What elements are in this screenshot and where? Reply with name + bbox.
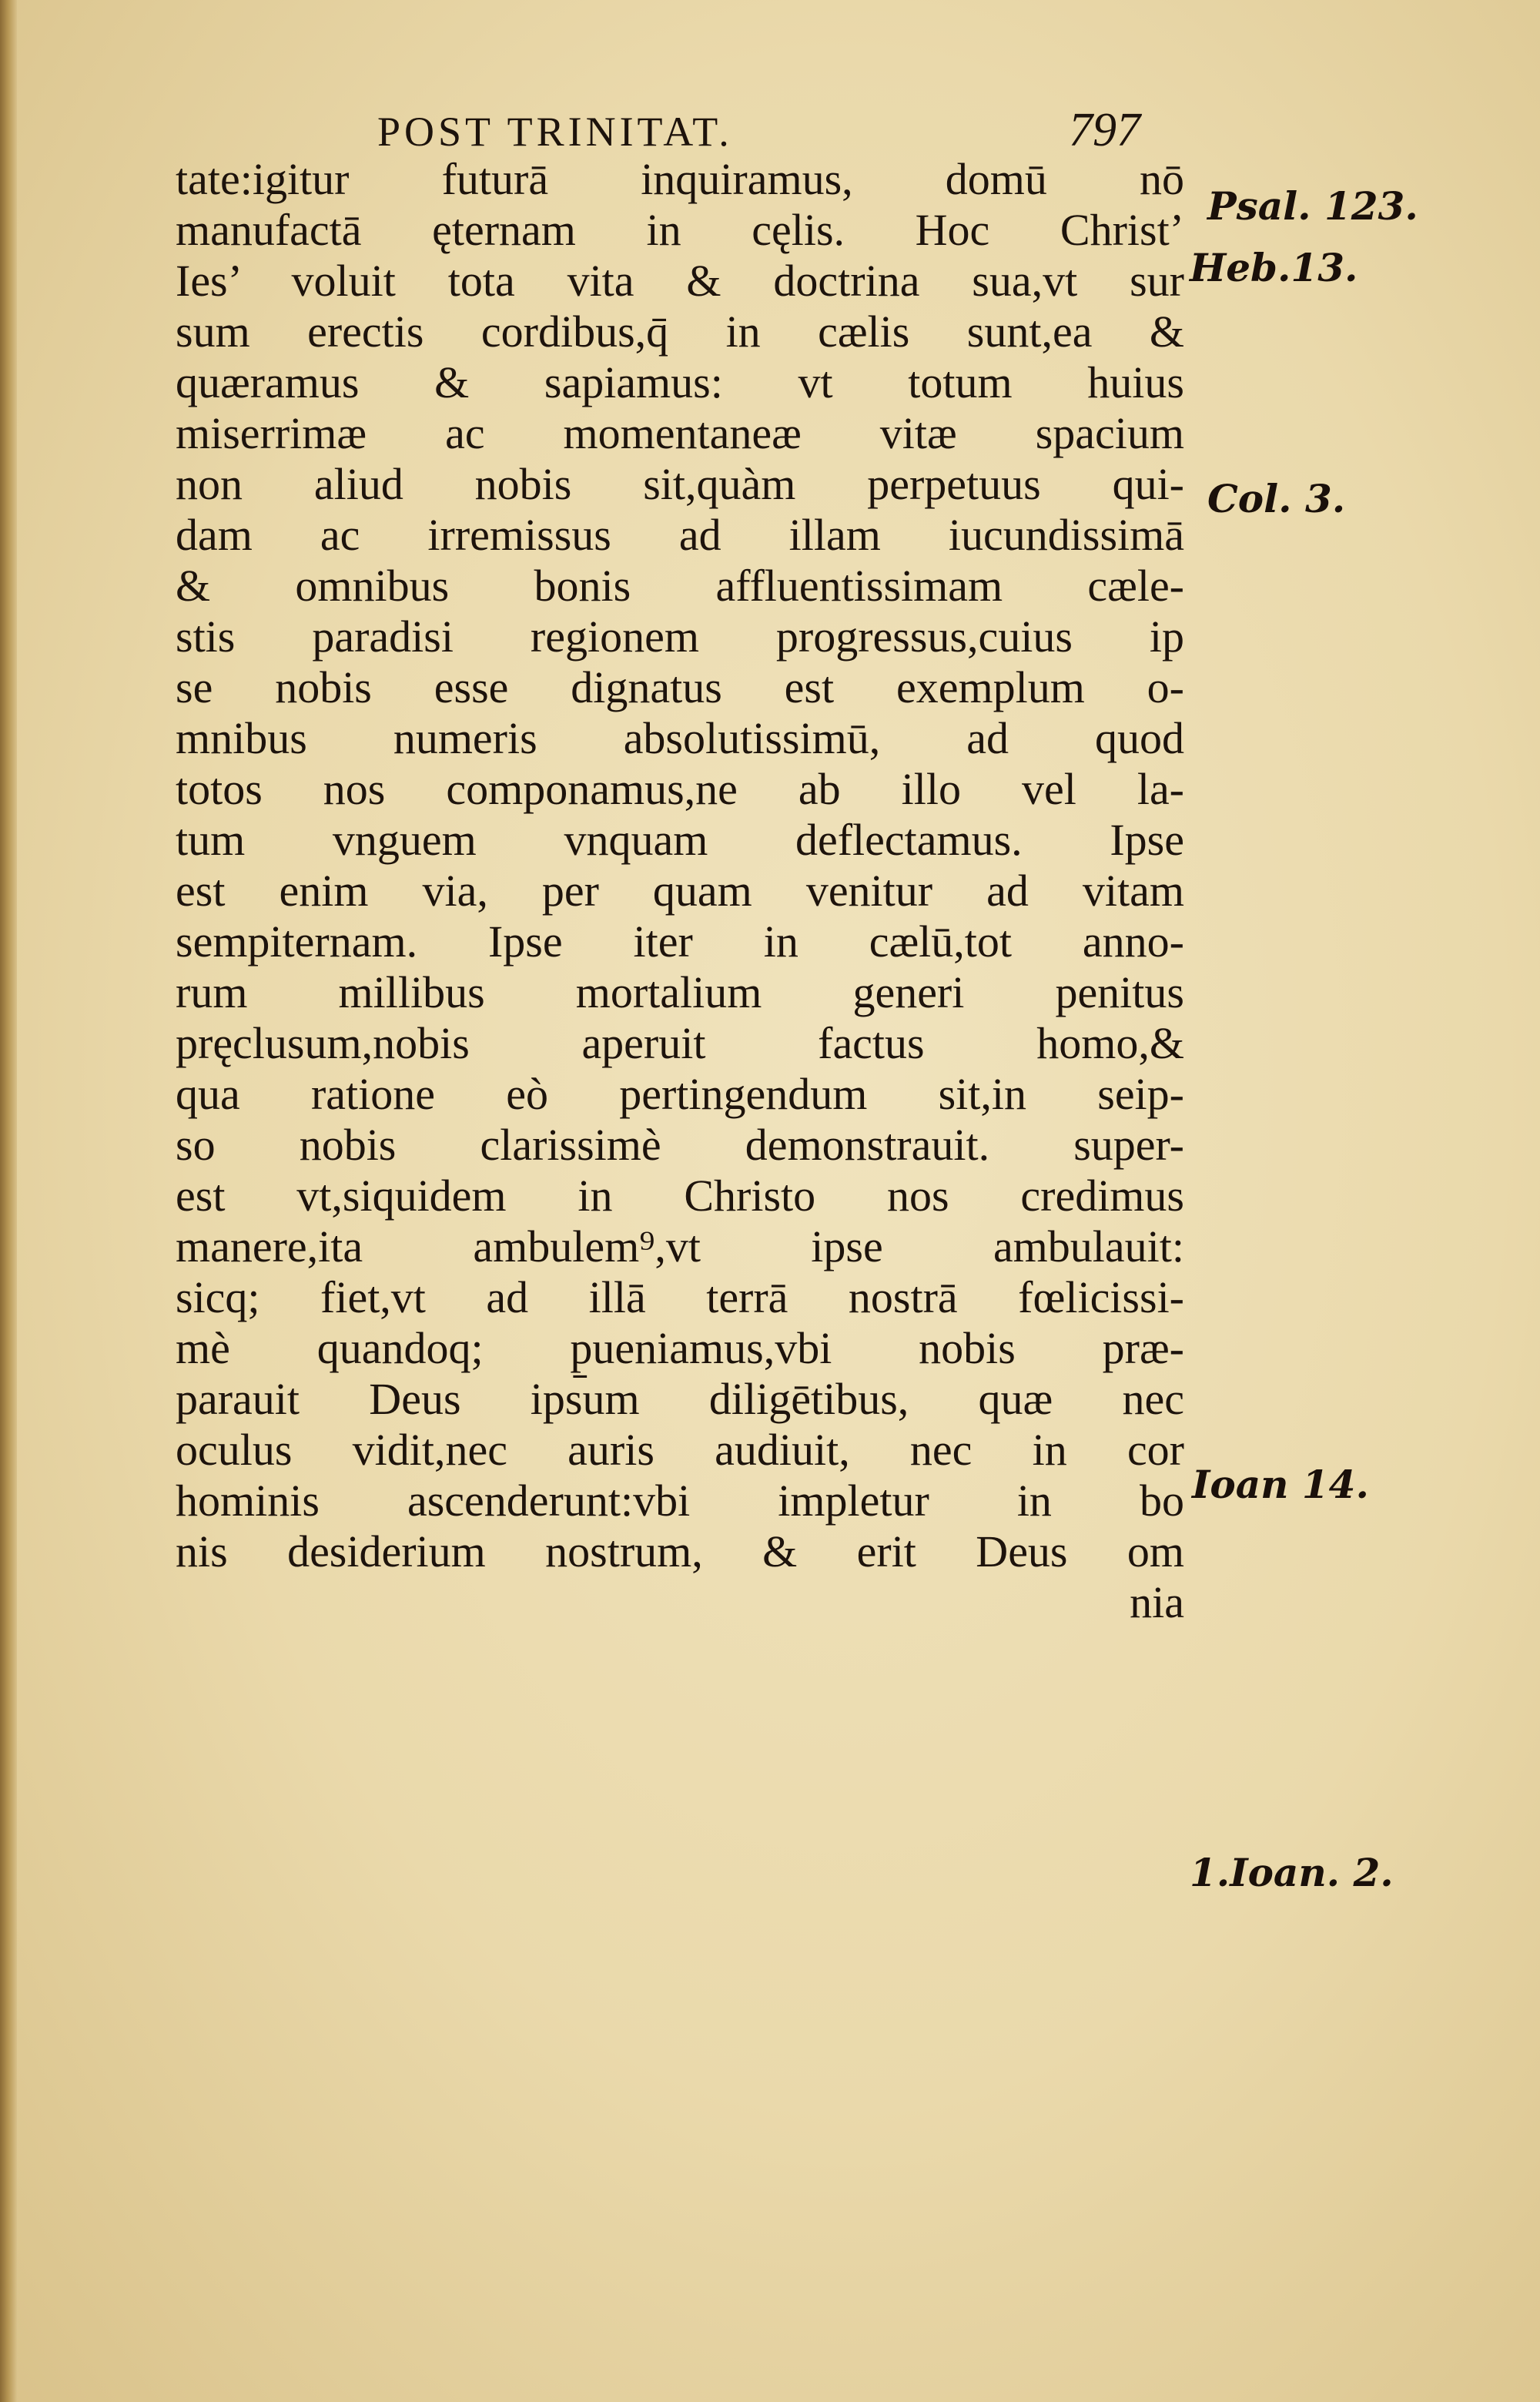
margin-note-psal: Psal. 123. [1207, 183, 1418, 229]
text-line: parauit Deus ipsum diligētibus, quæ nec [176, 1374, 1184, 1424]
margin-note-ioan-14: Ioan 14. [1192, 1462, 1369, 1507]
text-line: manere,ita ambulem⁹,vt ipse ambulauit: [176, 1221, 1184, 1271]
page-number: 797 [1069, 104, 1140, 156]
text-line: miserrimæ ac momentaneæ vitæ spacium [176, 408, 1184, 458]
text-line: stis paradisi regionem progressus,cuius ip [176, 611, 1184, 662]
text-line: est vt,siquidem in Christo nos credimus [176, 1171, 1184, 1221]
text-line: sempiternam. Ipse iter in cælū,tot anno- [176, 916, 1184, 966]
text-line: so nobis clarissimè demonstrauit. super- [176, 1120, 1184, 1170]
running-title: POST TRINITAT. [377, 109, 733, 155]
text-line: mnibus numeris absolutissimū, ad quod [176, 713, 1184, 763]
text-line: Ies’ voluit tota vita & doctrina sua,vt sur [176, 256, 1184, 306]
text-line: qua ratione eò pertingendum sit,in seip- [176, 1069, 1184, 1119]
text-line: est enim via, per quam venitur ad vitam [176, 866, 1184, 916]
text-line: non aliud nobis sit,quàm perpetuus qui- [176, 459, 1184, 509]
text-line: sicq; fiet,vt ad illā terrā nostrā fœlicissi- [176, 1272, 1184, 1322]
margin-note-heb: Heb.13. [1190, 245, 1358, 290]
text-line: hominis ascenderunt:vbi impletur in bo [176, 1476, 1184, 1526]
text-line: se nobis esse dignatus est exemplum o- [176, 662, 1184, 712]
text-line: dam ac irremissus ad illam iucundissimā [176, 510, 1184, 560]
text-line: quæramus & sapiamus: vt totum huius [176, 357, 1184, 407]
page-gutter-edge [0, 0, 17, 2402]
text-line: oculus vidit,nec auris audiuit, nec in cor [176, 1425, 1184, 1475]
margin-note-col: Col. 3. [1207, 476, 1346, 521]
text-line: manufactā ęternam in cęlis. Hoc Christ’ [176, 205, 1184, 255]
text-line: pręclusum,nobis aperuit factus homo,& [176, 1018, 1184, 1068]
text-line: nis desiderium nostrum, & erit Deus om [176, 1526, 1184, 1576]
text-line: mè quandoq; p̱ueniamus,vbi nobis præ- [176, 1323, 1184, 1373]
catchword: nia [1130, 1577, 1184, 1627]
text-line: sum erectis cordibus,q̄ in cælis sunt,ea & [176, 307, 1184, 357]
text-line: rum millibus mortalium generi penitus [176, 967, 1184, 1017]
text-line: totos nos componamus,ne ab illo vel la- [176, 764, 1184, 814]
body-text [176, 154, 1184, 1628]
margin-note-ioan-2: 1.Ioan. 2. [1190, 1850, 1394, 1895]
text-line: tate:igitur futurā inquiramus, domū nō [176, 154, 1184, 204]
text-line: tum vnguem vnquam deflectamus. Ipse [176, 815, 1184, 865]
text-line: & omnibus bonis affluentissimam cæle- [176, 561, 1184, 611]
